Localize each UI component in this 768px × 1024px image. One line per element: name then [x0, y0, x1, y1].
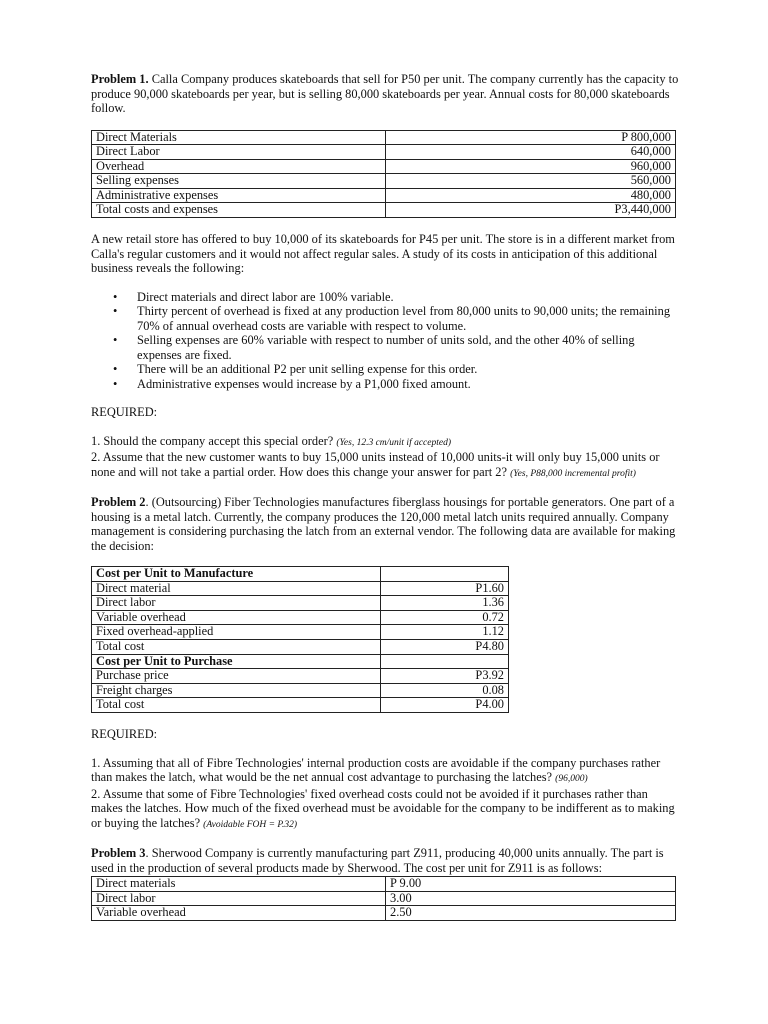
list-item: • Thirty percent of overhead is fixed at any production level from 80,000 units to 90,000 units; the remaining 70% of annual overhead costs are variable with respect to volume.	[113, 304, 671, 333]
problem1-cost-table	[91, 130, 676, 219]
problem2-intro: Problem 2. (Outsourcing) Fiber Technologies manufactures fiberglass housings for portable generators. One part of a housing is a metal latch. Currently, the company produces the 120,000 metal latch units required annually. Company management is considering purchasing the latch from an external vendor. The following data are available for making the decision:	[91, 495, 676, 553]
problem3-intro: Problem 3. Sherwood Company is currently manufacturing part Z911, producing 40,000 units annually. The part is used in the production of several products made by Sherwood. The cost per unit for Z911 is as follows:	[91, 846, 664, 875]
list-item: • Selling expenses are 60% variable with respect to number of units sold, and the other 40% of selling expenses are fixed.	[113, 333, 635, 362]
table-row: Direct materials P 9.00	[92, 877, 676, 892]
problem1-offer: A new retail store has offered to buy 10,000 of its skateboards for P45 per unit. The store is in a different market from Calla's regular customers and it would not affect regular sales. A study of its costs in anticipation of this additional business reveals the following:	[91, 232, 675, 276]
table-row: Variable overhead 2.50	[92, 906, 676, 921]
table-row: Cost per Unit to Purchase	[92, 654, 509, 669]
problem2-required: REQUIRED:	[91, 727, 158, 741]
problem1-question-2: 2. Assume that the new customer wants to buy 15,000 units instead of 10,000 units-it will only buy 15,000 units or none and will not take a partial order. How does this change your answer for part 2? (Yes, P88,000 incremental profit)	[91, 450, 660, 479]
table-row: Freight charges 0.08	[92, 683, 509, 698]
problem2-heading: Problem 2	[91, 495, 146, 510]
table-row: Direct Materials P 800,000	[92, 130, 676, 145]
problem1-bullets	[91, 290, 679, 392]
bullet-icon: •	[113, 362, 118, 377]
table-row: Direct Labor 640,000	[92, 145, 676, 160]
bullet-icon: •	[113, 376, 118, 391]
problem2-cost-table	[91, 566, 509, 713]
problem3-cost-table	[91, 876, 676, 921]
problem1-required: REQUIRED:	[91, 405, 158, 420]
list-item: • Direct materials and direct labor are 100% variable.	[113, 289, 394, 304]
table-row: Direct material P1.60	[92, 581, 509, 596]
table-row: Total cost P4.80	[92, 640, 509, 655]
list-item: • Administrative expenses would increase by a P1,000 fixed amount.	[113, 376, 471, 391]
bullet-icon: •	[113, 333, 118, 348]
table-row: Total costs and expenses P3,440,000	[92, 203, 676, 218]
table-row: Fixed overhead-applied 1.12	[92, 625, 509, 640]
problem1-intro: Problem 1. Calla Company produces skateboards that sell for P50 per unit. The company currently has the capacity to produce 90,000 skateboards per year, but is selling 80,000 skateboards per year. Annual costs for 80,000 skateboards follow.	[91, 72, 679, 115]
table-row: Direct labor 1.36	[92, 596, 509, 611]
table-row: Selling expenses 560,000	[92, 174, 676, 189]
problem2-question-2: 2. Assume that some of Fibre Technologies' fixed overhead costs could not be avoided if it purchases rather than makes the latches. How much of the fixed overhead must be avoidable for the company to be indifferent as to making or buying the latches? (Avoidable FOH = P.32)	[91, 786, 675, 830]
problem1-heading: Problem 1.	[91, 72, 149, 86]
table-row: Variable overhead 0.72	[92, 610, 509, 625]
bullet-icon: •	[113, 304, 118, 319]
table-row: Overhead 960,000	[92, 159, 676, 174]
table-row: Purchase price P3.92	[92, 669, 509, 684]
table-row: Administrative expenses 480,000	[92, 188, 676, 203]
table-row: Cost per Unit to Manufacture	[92, 567, 509, 582]
problem1-question-1: 1. Should the company accept this special order? (Yes, 12.3 cm/unit if accepted)	[91, 433, 452, 448]
document-page	[91, 72, 679, 921]
list-item: • There will be an additional P2 per unit selling expense for this order.	[113, 362, 478, 377]
bullet-icon: •	[113, 289, 118, 304]
table-row: Total cost P4.00	[92, 698, 509, 713]
problem3-heading: Problem 3	[91, 846, 146, 860]
problem2-question-1: 1. Assuming that all of Fibre Technologies' internal production costs are avoidable if the company purchases rather than makes the latch, what would be the net annual cost advantage to purchasing the latches? (96,000)	[91, 755, 661, 784]
table-row: Direct labor 3.00	[92, 891, 676, 906]
